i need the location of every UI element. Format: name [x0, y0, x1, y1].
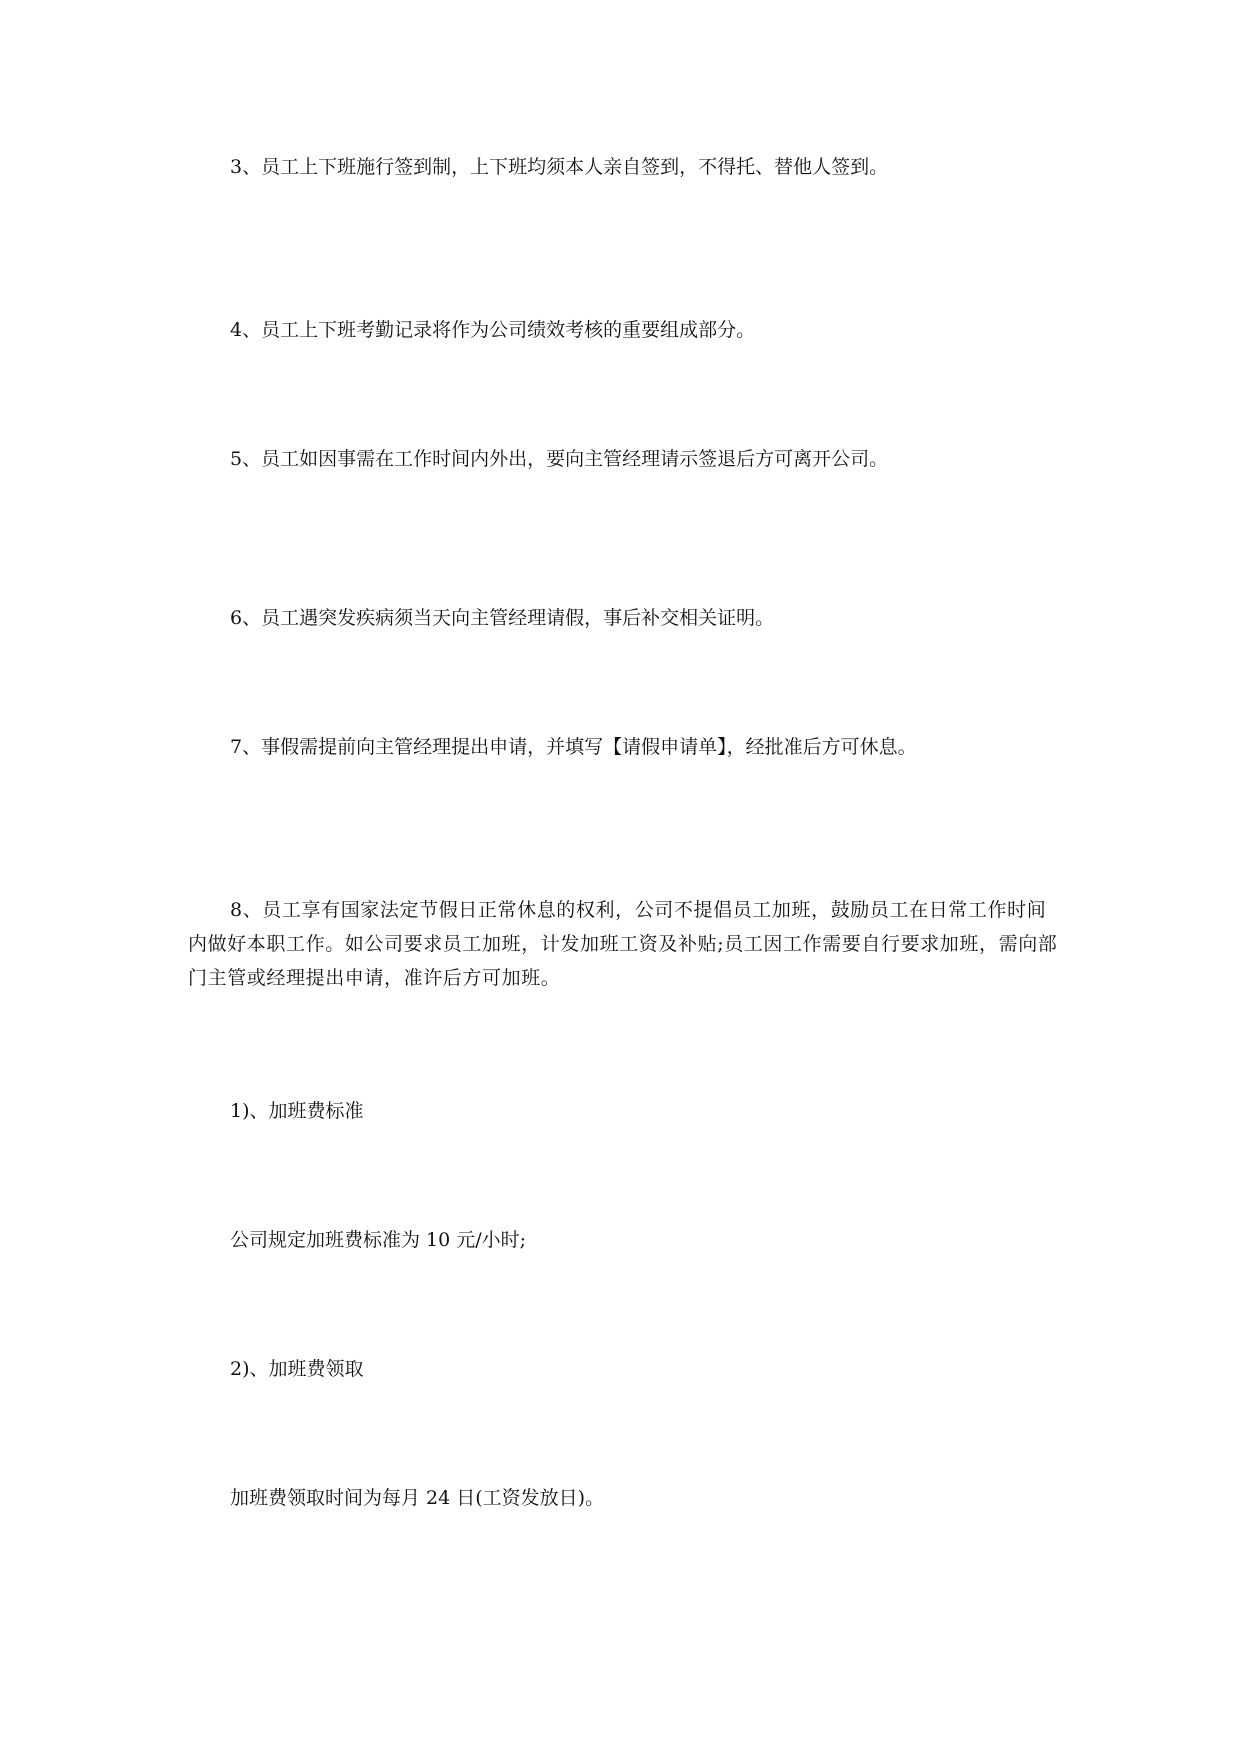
paragraph-8-overtime: 8、员工享有国家法定节假日正常休息的权利，公司不提倡员工加班，鼓励员工在日常工作时间内做好本职工作。如公司要求员工加班，计发加班工资及补贴;员工因工作需要自行要求加班，需向部门主管或经理提出申请，准许后方可加班。: [188, 899, 1058, 989]
paragraph-4-attendance-record: 4、员工上下班考勤记录将作为公司绩效考核的重要组成部分。: [230, 319, 756, 341]
paragraph-3-sign-in: 3、员工上下班施行签到制，上下班均须本人亲自签到，不得托、替他人签到。: [230, 156, 889, 178]
paragraph-7-personal-leave: 7、事假需提前向主管经理提出申请，并填写【请假申请单】，经批准后方可休息。: [230, 736, 917, 758]
paragraph-overtime-rate: 公司规定加班费标准为 10 元/小时;: [230, 1229, 527, 1251]
paragraph-overtime-collection: 加班费领取时间为每月 24 日(工资发放日)。: [230, 1487, 605, 1509]
paragraph-5-going-out: 5、员工如因事需在工作时间内外出，要向主管经理请示签退后方可离开公司。: [230, 448, 889, 470]
subheading-overtime-rate: 1)、加班费标准: [230, 1100, 364, 1122]
paragraph-6-sick-leave: 6、员工遇突发疾病须当天向主管经理请假，事后补交相关证明。: [230, 607, 775, 629]
subheading-overtime-collection: 2)、加班费领取: [230, 1358, 364, 1380]
